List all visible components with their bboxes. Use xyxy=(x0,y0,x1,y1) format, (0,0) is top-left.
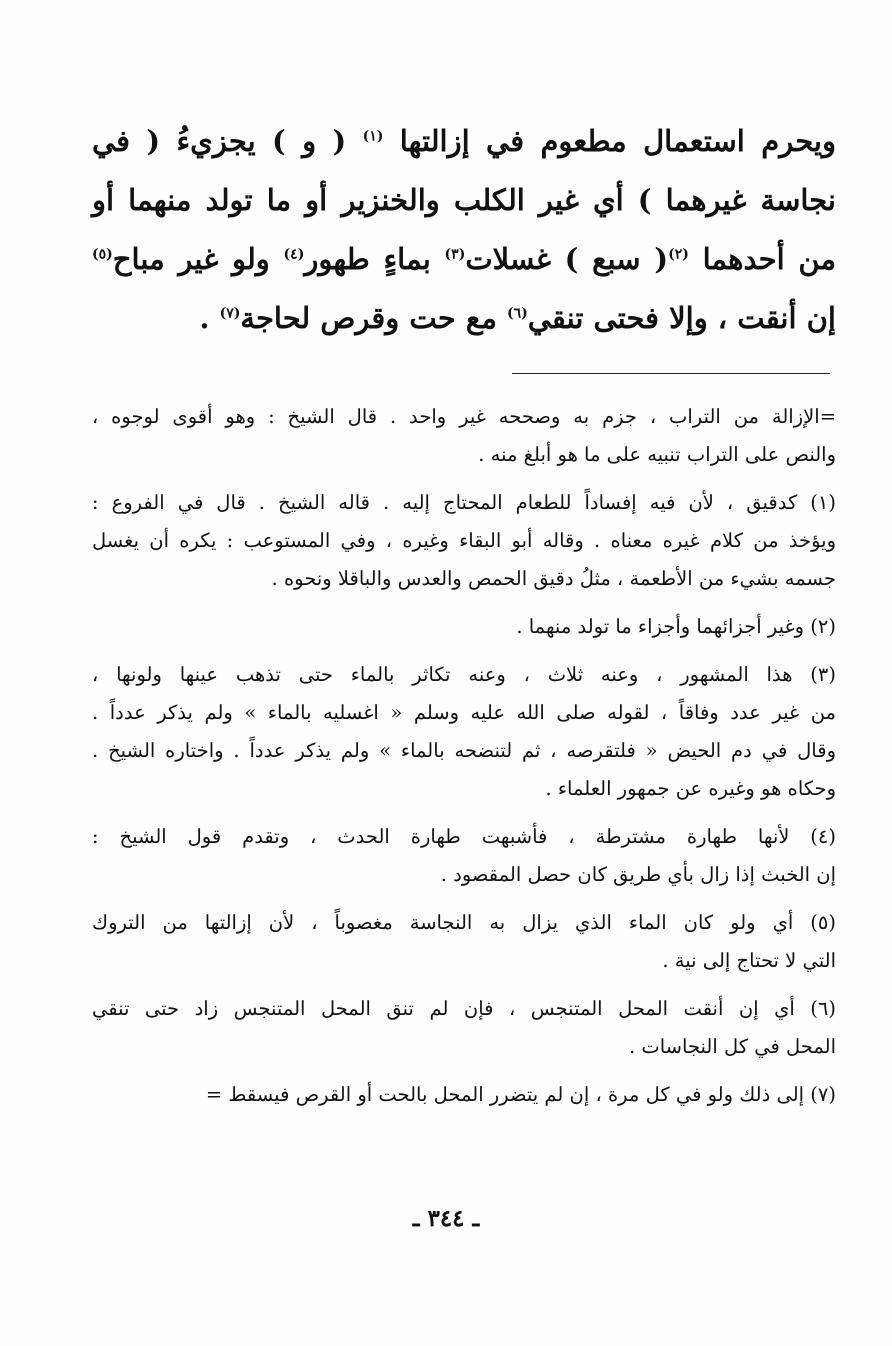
footnote-line: (٦) أي إن أنقت المحل المتنجس ، فإن لم تنق المحل المتنجس زاد حتى تنقي xyxy=(92,997,836,1020)
main-text-segment: ولو غير مباح xyxy=(112,242,284,276)
main-text-segment: بماءٍ طهور xyxy=(304,242,445,276)
footnote-line: =الإزالة من التراب ، جزم به وصححه غير واحد . قال الشيخ : وهو أقوى لوجوه ، xyxy=(92,405,836,428)
main-text-segment: ويحرم استعمال مطعوم في إزالتها xyxy=(383,124,836,158)
footnote-marker: (٦) xyxy=(506,305,528,322)
footnote-marker: (٣) xyxy=(444,246,466,263)
main-text-segment: ( سبع ) غسلات xyxy=(465,242,669,276)
main-text-line xyxy=(92,230,836,289)
footnote-line: ويؤخذ من كلام غيره معناه . وقاله أبو البقاء وغيره ، وفي المستوعب : يكره أن يغسل xyxy=(92,529,836,552)
footnote xyxy=(92,656,836,808)
main-text-segment: من أحدهما xyxy=(688,242,837,276)
footnotes-block xyxy=(92,398,836,1124)
footnote-marker: (٤) xyxy=(283,246,305,263)
main-text-line xyxy=(92,171,836,230)
footnote xyxy=(92,818,836,894)
footnote-line: (٧) إلى ذلك ولو في كل مرة ، إن لم يتضرر المحل بالحت أو القرص فيسقط = xyxy=(205,1083,836,1106)
footnote-line: التي لا تحتاج إلى نية . xyxy=(662,949,836,972)
footnote xyxy=(92,398,836,474)
main-text-segment: إن أنقت ، وإلا فحتى تنقي xyxy=(527,301,836,335)
footnote-marker: (٢) xyxy=(668,246,689,263)
footnote-line: والنص على التراب تنبيه على ما هو أبلغ منه . xyxy=(478,443,836,466)
footnote-line: من غير عدد وفاقاً ، لقوله صلى الله عليه وسلم « اغسليه بالماء » ولم يذكر عدداً . xyxy=(92,701,836,724)
main-text-line xyxy=(92,112,836,171)
footnote-line: المحل في كل النجاسات . xyxy=(628,1035,836,1058)
main-text-segment: ( و ) يجزيءُ ( في xyxy=(92,124,363,158)
page-number: ـ ٣٤٤ ـ xyxy=(412,1205,480,1232)
footnote-marker: (٧) xyxy=(219,305,241,322)
footnote-line: جسمه بشيء من الأطعمة ، مثلُ دقيق الحمص والعدس والباقلا ونحوه . xyxy=(271,567,836,590)
footnote-line: وقال في دم الحيض « فلتقرصه ، ثم لتنضحه بالماء » ولم يذكر عدداً . واختاره الشيخ . xyxy=(92,739,836,762)
footnote xyxy=(92,990,836,1066)
footnote xyxy=(92,1076,836,1114)
main-text-segment: . xyxy=(199,301,220,335)
footnote-line: (٤) لأنها طهارة مشترطة ، فأشبهت طهارة الحدث ، وتقدم قول الشيخ : xyxy=(92,825,836,848)
footnote-marker: (١) xyxy=(362,128,384,145)
footnote-line: (٣) هذا المشهور ، وعنه ثلاث ، وعنه تكاثر بالماء حتى تذهب عينها ولونها ، xyxy=(92,663,836,686)
main-text-segment: نجاسة غيرهما ) أي غير الكلب والخنزير أو ما تولد منهما أو xyxy=(92,183,836,217)
main-text-line xyxy=(92,289,836,348)
footnote-line: وحكاه هو وغيره عن جمهور العلماء . xyxy=(545,777,836,800)
footnote-line: (٥) أي ولو كان الماء الذي يزال به النجاسة مغصوباً ، لأن إزالتها من التروك xyxy=(92,911,836,934)
footnote-line: (٢) وغير أجزائهما وأجزاء ما تولد منهما . xyxy=(516,615,836,638)
footnote xyxy=(92,608,836,646)
footnote-line: إن الخبث إذا زال بأي طريق كان حصل المقصود . xyxy=(440,863,836,886)
footnote-marker: (٥) xyxy=(92,246,113,263)
footnote-line: (١) كدقيق ، لأن فيه إفساداً للطعام المحتاج إليه . قاله الشيخ . قال في الفروع : xyxy=(92,491,836,514)
main-text-block xyxy=(92,112,836,348)
footnote xyxy=(92,904,836,980)
footnote xyxy=(92,484,836,598)
footnote-separator xyxy=(512,373,830,374)
main-text-segment: مع حت وقرص لحاجة xyxy=(240,301,507,335)
